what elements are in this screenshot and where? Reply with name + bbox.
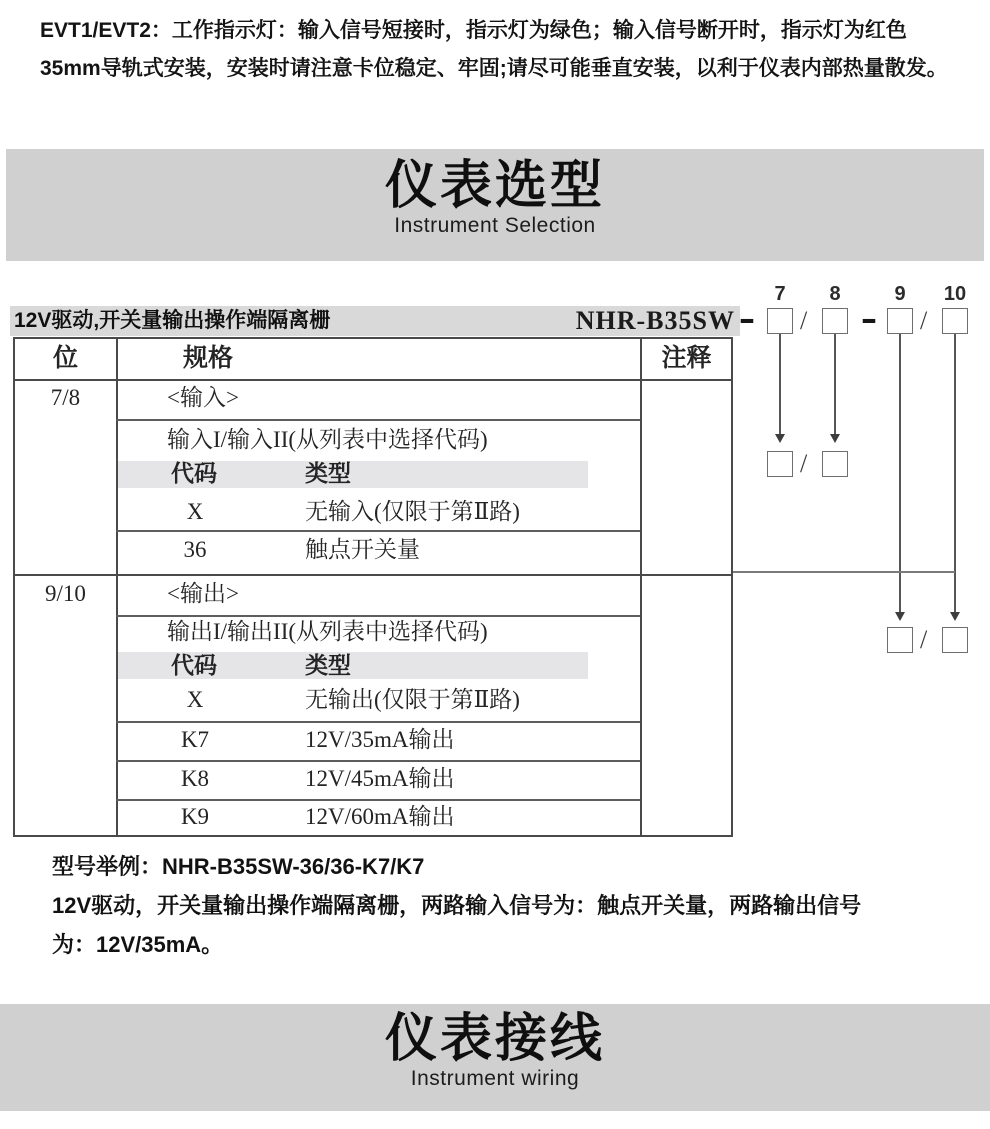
row-divider xyxy=(116,721,640,723)
digit-label-10: 10 xyxy=(943,283,967,305)
model-band xyxy=(10,306,740,336)
type-cell: 12V/60mA输出 xyxy=(305,804,455,829)
input-code-box-2 xyxy=(822,451,848,477)
row-divider xyxy=(116,760,640,762)
example-line-2: 12V驱动，开关量输出操作端隔离栅，两路输入信号为：触点开关量，两路输出信号 xyxy=(52,893,862,918)
top-note-line-2: 35mm导轨式安装，安装时请注意卡位稳定、牢固;请尽可能垂直安装，以利于仪表内部热量散发。 xyxy=(40,57,948,80)
type-cell: 无输出(仅限于第Ⅱ路) xyxy=(305,687,520,712)
code-cell: X xyxy=(186,499,204,524)
section-position: 7/8 xyxy=(50,385,81,410)
arrow-line-8 xyxy=(834,334,836,434)
type-cell: 12V/35mA输出 xyxy=(305,727,455,752)
digit-label-9: 9 xyxy=(894,283,906,305)
code-cell: K9 xyxy=(180,804,210,829)
slash-separator: / xyxy=(800,306,808,335)
code-column-header: 代码 xyxy=(171,461,217,486)
code-box-7 xyxy=(767,308,793,334)
digit-label-8: 8 xyxy=(829,283,841,305)
input-code-box-1 xyxy=(767,451,793,477)
section-divider-extension xyxy=(733,571,955,573)
selection-banner-title: 仪表选型 xyxy=(384,157,605,215)
selection-banner xyxy=(6,149,984,261)
column-divider xyxy=(640,339,642,835)
section-group-label: <输入> xyxy=(167,385,239,410)
arrow-down-icon xyxy=(950,612,960,621)
code-cell: K8 xyxy=(180,766,210,791)
code-column-header: 代码 xyxy=(171,653,217,678)
type-column-header: 类型 xyxy=(305,653,351,678)
arrow-down-icon xyxy=(775,434,785,443)
header-divider xyxy=(15,379,731,381)
wiring-banner xyxy=(0,1004,990,1111)
slash-separator: / xyxy=(800,449,808,478)
type-cell: 12V/45mA输出 xyxy=(305,766,455,791)
header-note: 注释 xyxy=(661,345,712,372)
row-divider xyxy=(116,530,640,532)
type-cell: 无输入(仅限于第Ⅱ路) xyxy=(305,499,520,524)
wiring-banner-subtitle: Instrument wiring xyxy=(410,1067,580,1091)
section-subtitle: 输出I/输出II(从列表中选择代码) xyxy=(167,619,488,644)
arrow-line-7 xyxy=(779,334,781,434)
example-line-3: 为：12V/35mA。 xyxy=(52,932,224,957)
wiring-banner-title: 仪表接线 xyxy=(384,1010,605,1068)
section-group-label: <输出> xyxy=(167,581,239,606)
section-subtitle: 输入I/输入II(从列表中选择代码) xyxy=(167,427,488,452)
arrow-down-icon xyxy=(895,612,905,621)
arrow-down-icon xyxy=(830,434,840,443)
code-box-8 xyxy=(822,308,848,334)
code-cell: 36 xyxy=(183,537,207,562)
digit-label-7: 7 xyxy=(774,283,786,305)
section-position: 9/10 xyxy=(45,581,86,606)
row-divider xyxy=(116,799,640,801)
model-example xyxy=(52,847,861,964)
model-prefix: NHR-B35SW xyxy=(575,306,735,335)
top-note-line-1: EVT1/EVT2：工作指示灯：输入信号短接时，指示灯为绿色；输入信号断开时，指示灯为红色 xyxy=(40,19,907,42)
output-code-box-2 xyxy=(942,627,968,653)
top-note xyxy=(40,12,948,88)
product-description: 12V驱动,开关量输出操作端隔离栅 xyxy=(14,309,331,332)
type-cell: 触点开关量 xyxy=(305,537,420,562)
example-line-1: 型号举例：NHR-B35SW-36/36-K7/K7 xyxy=(52,854,425,879)
header-spec: 规格 xyxy=(183,345,234,372)
slash-separator: / xyxy=(920,306,928,335)
code-box-10 xyxy=(942,308,968,334)
spec-table xyxy=(13,337,733,837)
section-divider xyxy=(15,574,731,576)
row-divider xyxy=(116,419,640,421)
header-position: 位 xyxy=(52,345,78,372)
dash-separator: – xyxy=(861,300,877,338)
code-cell: K7 xyxy=(180,727,210,752)
dash-separator: – xyxy=(739,300,755,338)
code-cell: X xyxy=(186,687,204,712)
slash-separator: / xyxy=(920,625,928,654)
output-code-box-1 xyxy=(887,627,913,653)
code-box-9 xyxy=(887,308,913,334)
type-column-header: 类型 xyxy=(305,461,351,486)
selection-banner-subtitle: Instrument Selection xyxy=(394,214,596,238)
